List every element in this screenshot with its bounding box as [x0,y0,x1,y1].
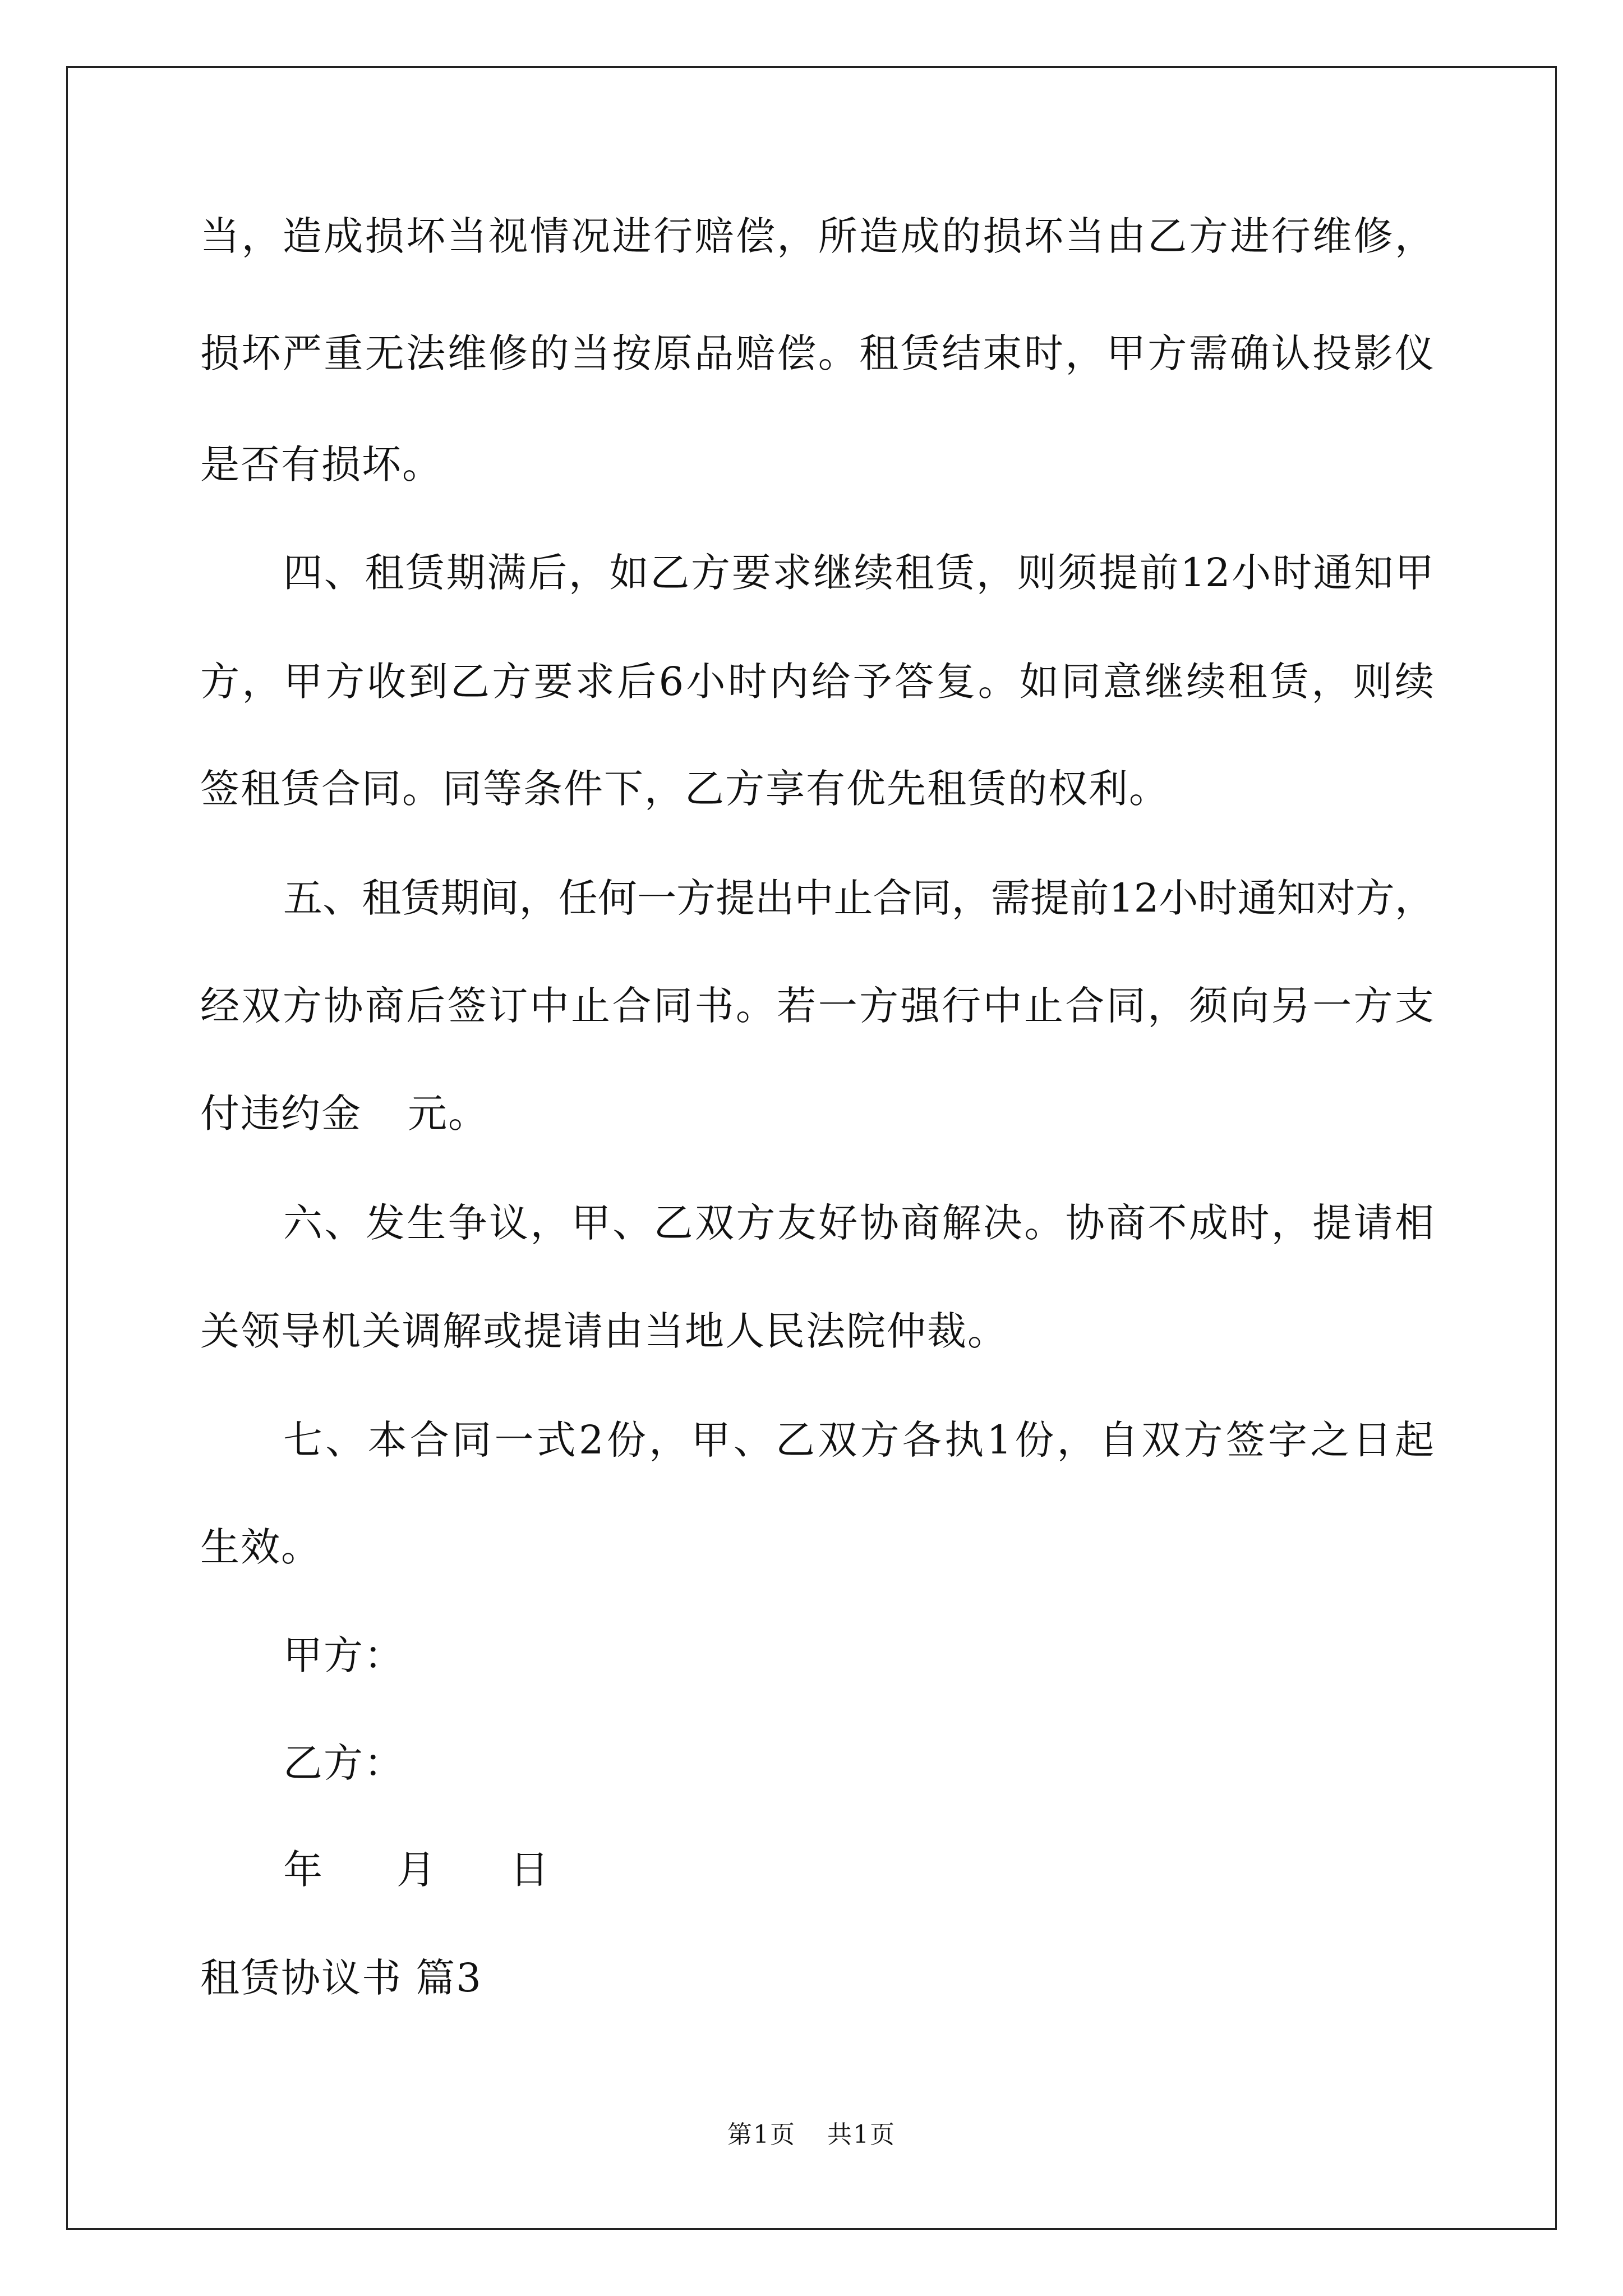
date-year: 年 [283,1847,324,1893]
text-line: 经双方协商后签订中止合同书。若一方强行中止合同，须向另一方支 [200,983,1434,1029]
section-heading: 租赁协议书 篇3 [200,1955,482,2001]
date-line [283,1843,550,1897]
page-count: 共1页 [827,2120,896,2149]
text-line: 五、租赁期间，任何一方提出中止合同，需提前12小时通知对方， [283,875,1434,921]
text-line: 签租赁合同。同等条件下，乙方享有优先租赁的权利。 [200,766,1169,812]
party-b-label: 乙方： [283,1740,404,1786]
text-line: 生效。 [200,1524,321,1570]
text-line: 六、发生争议，甲、乙双方友好协商解决。协商不成时，提请相 [283,1200,1434,1246]
text-line: 关领导机关调解或提请由当地人民法院仲裁。 [200,1308,1008,1354]
page-number: 第1页 [727,2120,796,2149]
text-line: 七、本合同一式2份，甲、乙双方各执1份，自双方签字之日起 [283,1417,1434,1463]
penalty-label: 付违约金 [200,1091,362,1137]
text-line: 损坏严重无法维修的当按原品赔偿。租赁结束时，甲方需确认投影仪 [200,330,1434,376]
date-day: 日 [510,1847,550,1893]
text-line: 是否有损坏。 [200,441,442,487]
text-line [200,1087,488,1140]
text-line: 四、租赁期满后，如乙方要求继续租赁，则须提前12小时通知甲 [283,550,1434,596]
page-footer [0,2119,1623,2151]
date-month: 月 [396,1847,437,1893]
penalty-unit: 元。 [408,1091,488,1137]
page-border [66,66,1557,2230]
text-line: 方，甲方收到乙方要求后6小时内给予答复。如同意继续租赁，则续 [200,659,1434,705]
text-line: 当，造成损坏当视情况进行赔偿，所造成的损坏当由乙方进行维修， [200,213,1434,259]
party-a-label: 甲方： [283,1632,404,1678]
